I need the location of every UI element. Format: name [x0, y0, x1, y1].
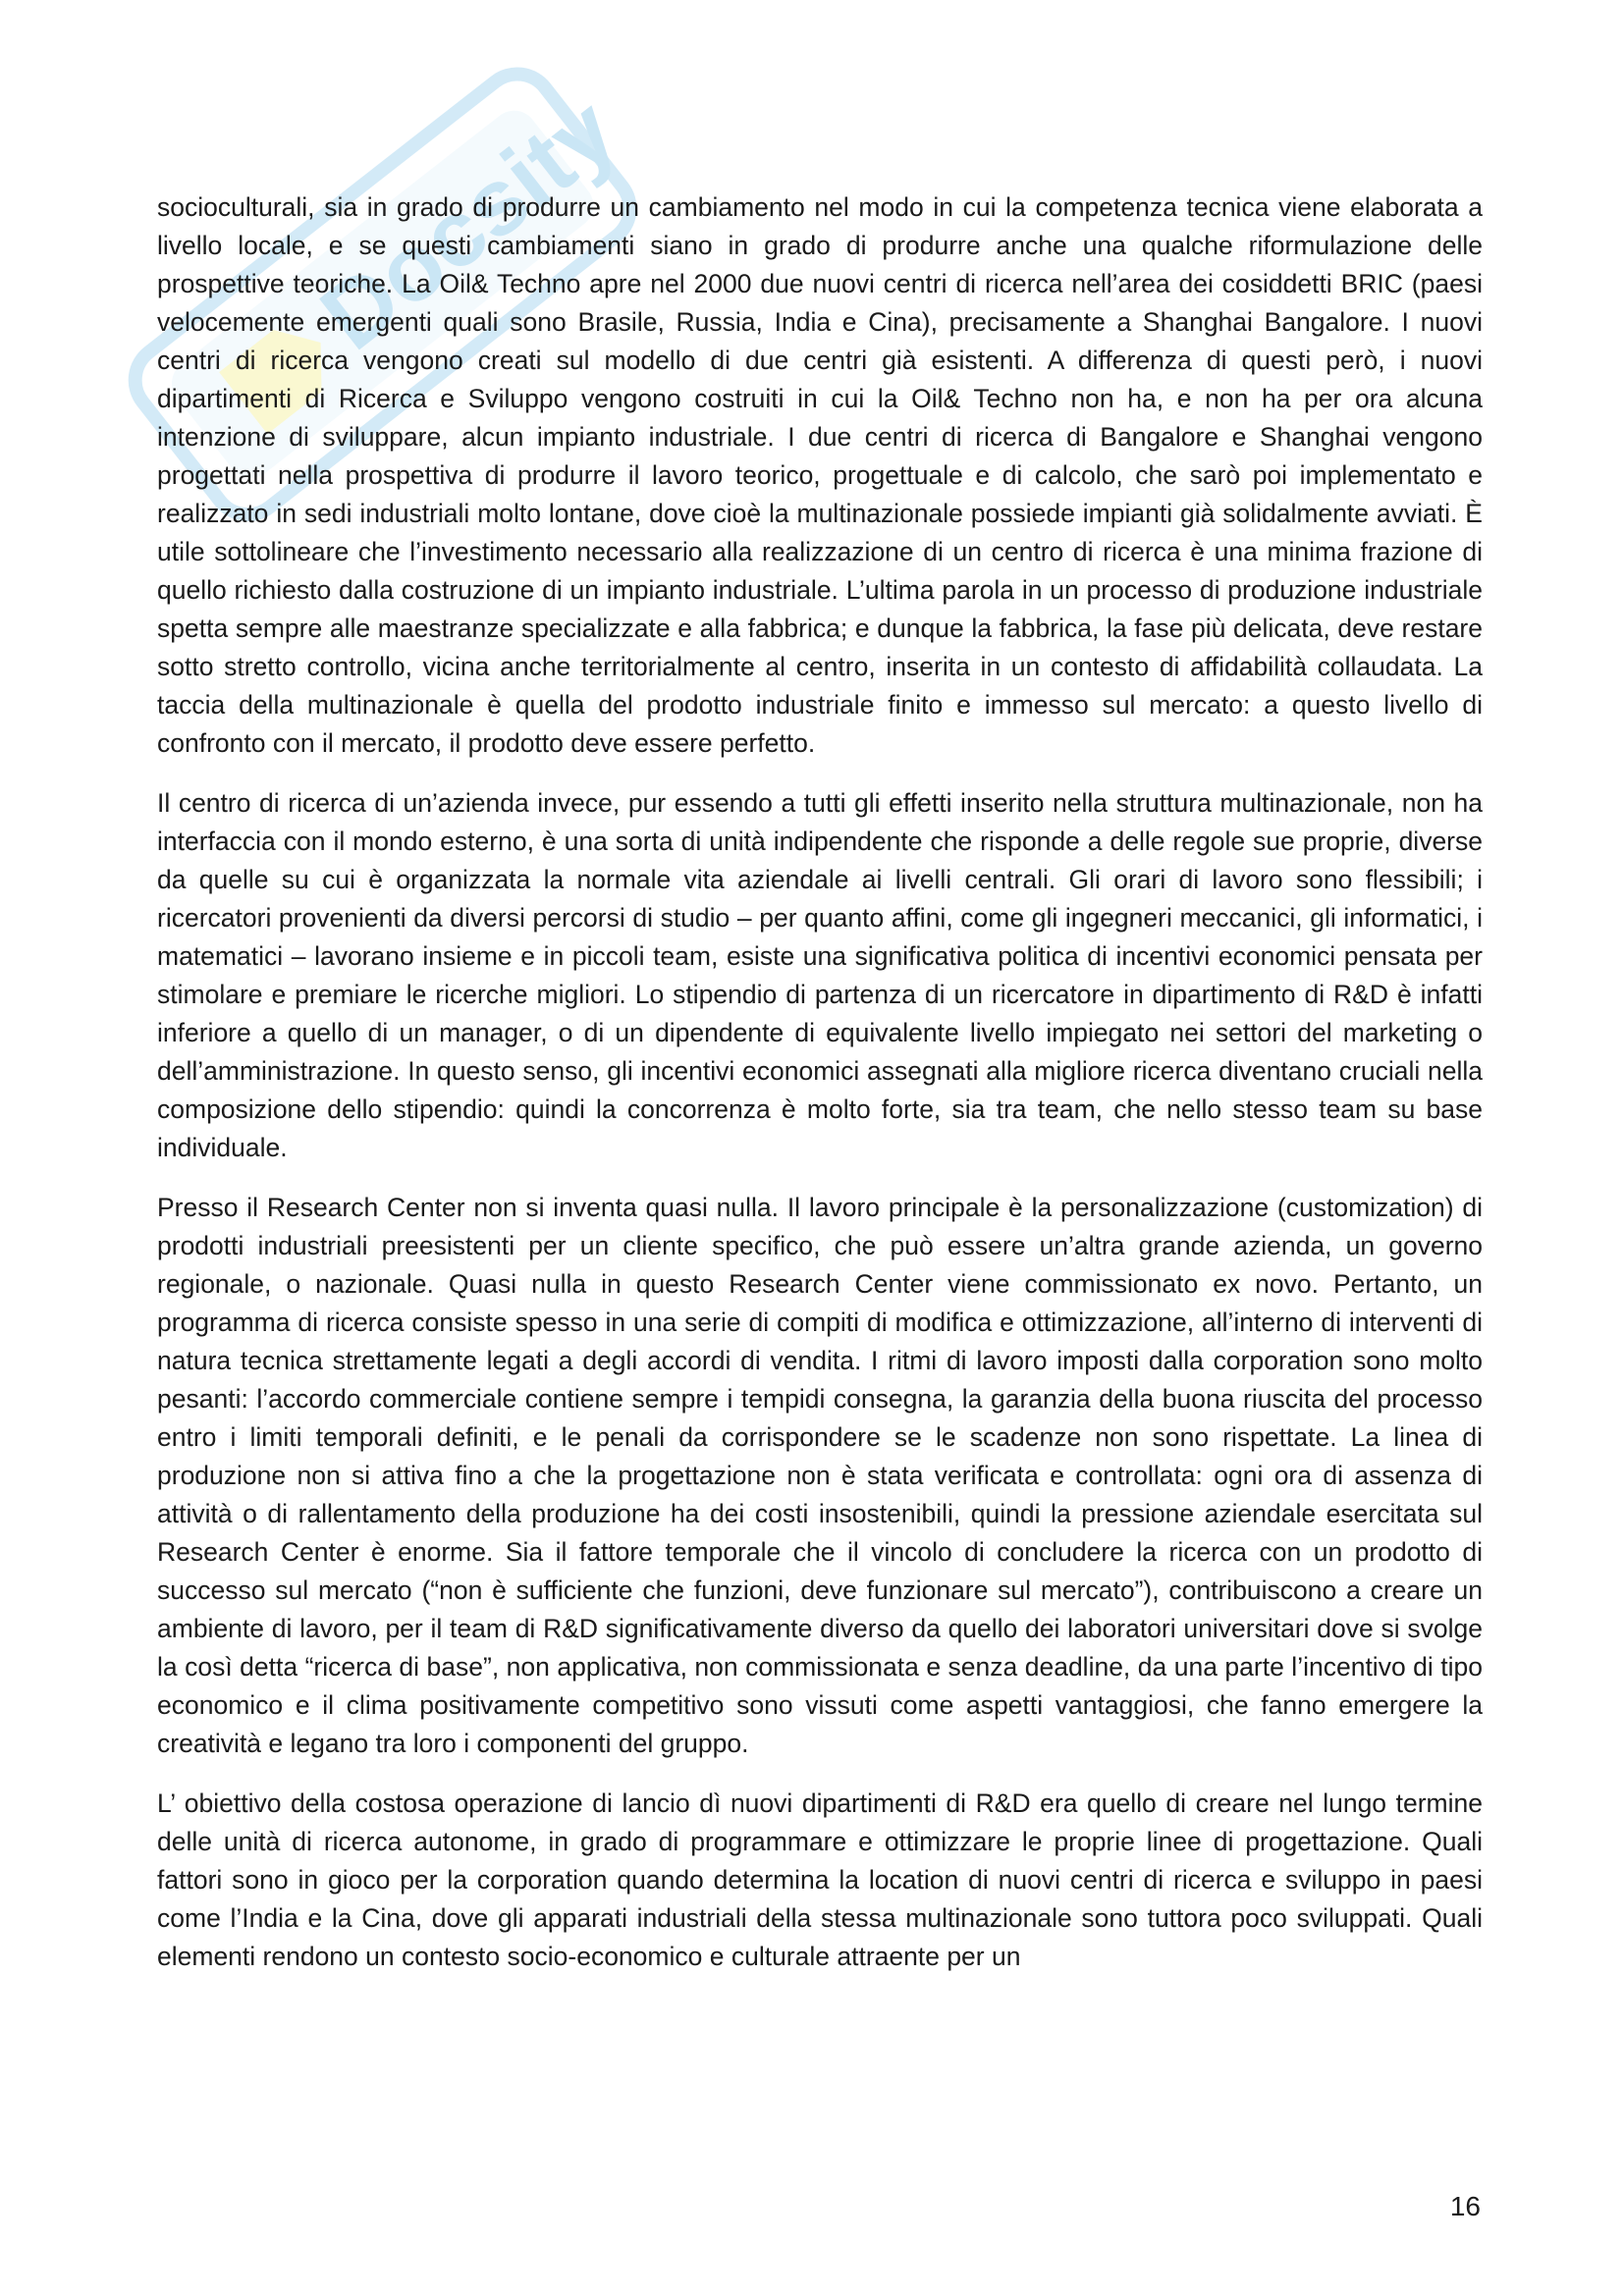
page-number: 16 — [1449, 2191, 1481, 2221]
paragraph-3: Presso il Research Center non si inventa quasi nulla. Il lavoro principale è la personalizzazione (customization) di prodotti industriali preesistenti per un cliente specifico, che può essere un’altra grande azienda, un governo regionale, o nazionale. Quasi nulla in questo Research Center viene commissionato ex novo. Pertanto, un programma di ricerca consiste spesso in una serie di compiti di modifica e ottimizzazione, all’interno di interventi di natura tecnica strettamente legati a degli accordi di vendita. I ritmi di lavoro imposti dalla corporation sono molto pesanti: l’accordo commerciale contiene sempre i tempidi consegna, la garanzia della buona riuscita del processo entro i limiti temporali definiti, e le penali da corrispondere se le scadenze non sono rispettate. La linea di produzione non si attiva fino a che la progettazione non è stata verificata e controllata: ogni ora di assenza di attività o di rallentamento della produzione ha dei costi insostenibili, quindi la pressione aziendale esercitata sul Research Center è enorme. Sia il fattore temporale che il vincolo di concludere la ricerca con un prodotto di successo sul mercato (“non è sufficiente che funzioni, deve funzionare sul mercato”), contribuiscono a creare un ambiente di lavoro, per il team di R&D significativamente diverso da quello dei laboratori universitari dove si svolge la così detta “ricerca di base”, non applicativa, non commissionata e senza deadline, da una parte l’incentivo di tipo economico e il clima positivamente competitivo sono vissuti come aspetti vantaggiosi, che fanno emergere la creatività e legano tra loro i componenti del gruppo. — [157, 1193, 1483, 1758]
paragraph-1: socioculturali, sia in grado di produrre un cambiamento nel modo in cui la competenza tecnica viene elaborata a livello locale, e se questi cambiamenti siano in grado di produrre anche una qualche riformulazione delle prospettive teoriche. La Oil& Techno apre nel 2000 due nuovi centri di ricerca nell’area dei cosiddetti BRIC (paesi velocemente emergenti quali sono Brasile, Russia, India e Cina), precisamente a Shanghai Bangalore. I nuovi centri di ricerca vengono creati sul modello di due centri già esistenti. A differenza di questi però, i nuovi dipartimenti di Ricerca e Sviluppo vengono costruiti in cui la Oil& Techno non ha, e non ha per ora alcuna intenzione di sviluppare, alcun impianto industriale. I due centri di ricerca di Bangalore e Shanghai vengono progettati nella prospettiva di produrre il lavoro teorico, progettuale e di calcolo, che sarò poi implementato e realizzato in sedi industriali molto lontane, dove cioè la multinazionale possiede impianti già solidalmente avviati. È utile sottolineare che l’investimento necessario alla realizzazione di un centro di ricerca è una minima frazione di quello richiesto dalla costruzione di un impianto industriale. L’ultima parola in un processo di produzione industriale spetta sempre alle maestranze specializzate e alla fabbrica; e dunque la fabbrica, la fase più delicata, deve restare sotto stretto controllo, vicina anche territorialmente al centro, inserita in un contesto di affidabilità collaudata. La taccia della multinazionale è quella del prodotto industriale finito e immesso sul mercato: a questo livello di confronto con il mercato, il prodotto deve essere perfetto. — [157, 192, 1483, 758]
paragraph-2: Il centro di ricerca di un’azienda invece, pur essendo a tutti gli effetti inserito nella struttura multinazionale, non ha interfaccia con il mondo esterno, è una sorta di unità indipendente che risponde a delle regole sue proprie, diverse da quelle su cui è organizzata la normale vita aziendale ai livelli centrali. Gli orari di lavoro sono flessibili; i ricercatori provenienti da diversi percorsi di studio – per quanto affini, come gli ingegneri meccanici, gli informatici, i matematici – lavorano insieme e in piccoli team, esiste una significativa politica di incentivi economici pensata per stimolare e premiare le ricerche migliori. Lo stipendio di partenza di un ricercatore in dipartimento di R&D è infatti inferiore a quello di un manager, o di un dipendente di equivalente livello impiegato nei settori del marketing o dell’amministrazione. In questo senso, gli incentivi economici assegnati alla migliore ricerca diventano cruciali nella composizione dello stipendio: quindi la concorrenza è molto forte, sia tra team, che nello stesso team su base individuale. — [157, 788, 1483, 1162]
watermark-text: Docsity — [301, 78, 635, 370]
document-body — [157, 188, 1483, 1998]
paragraph-4: L’ obiettivo della costosa operazione di lancio dì nuovi dipartimenti di R&D era quello di creare nel lungo termine delle unità di ricerca autonome, in grado di programmare e ottimizzare le proprie linee di progettazione. Quali fattori sono in gioco per la corporation quando determina la location di nuovi centri di ricerca e sviluppo in paesi come l’India e la Cina, dove gli apparati industriali della stessa multinazionale sono tuttora poco sviluppati. Quali elementi rendono un contesto socio-economico e culturale attraente per un — [157, 1789, 1483, 1971]
